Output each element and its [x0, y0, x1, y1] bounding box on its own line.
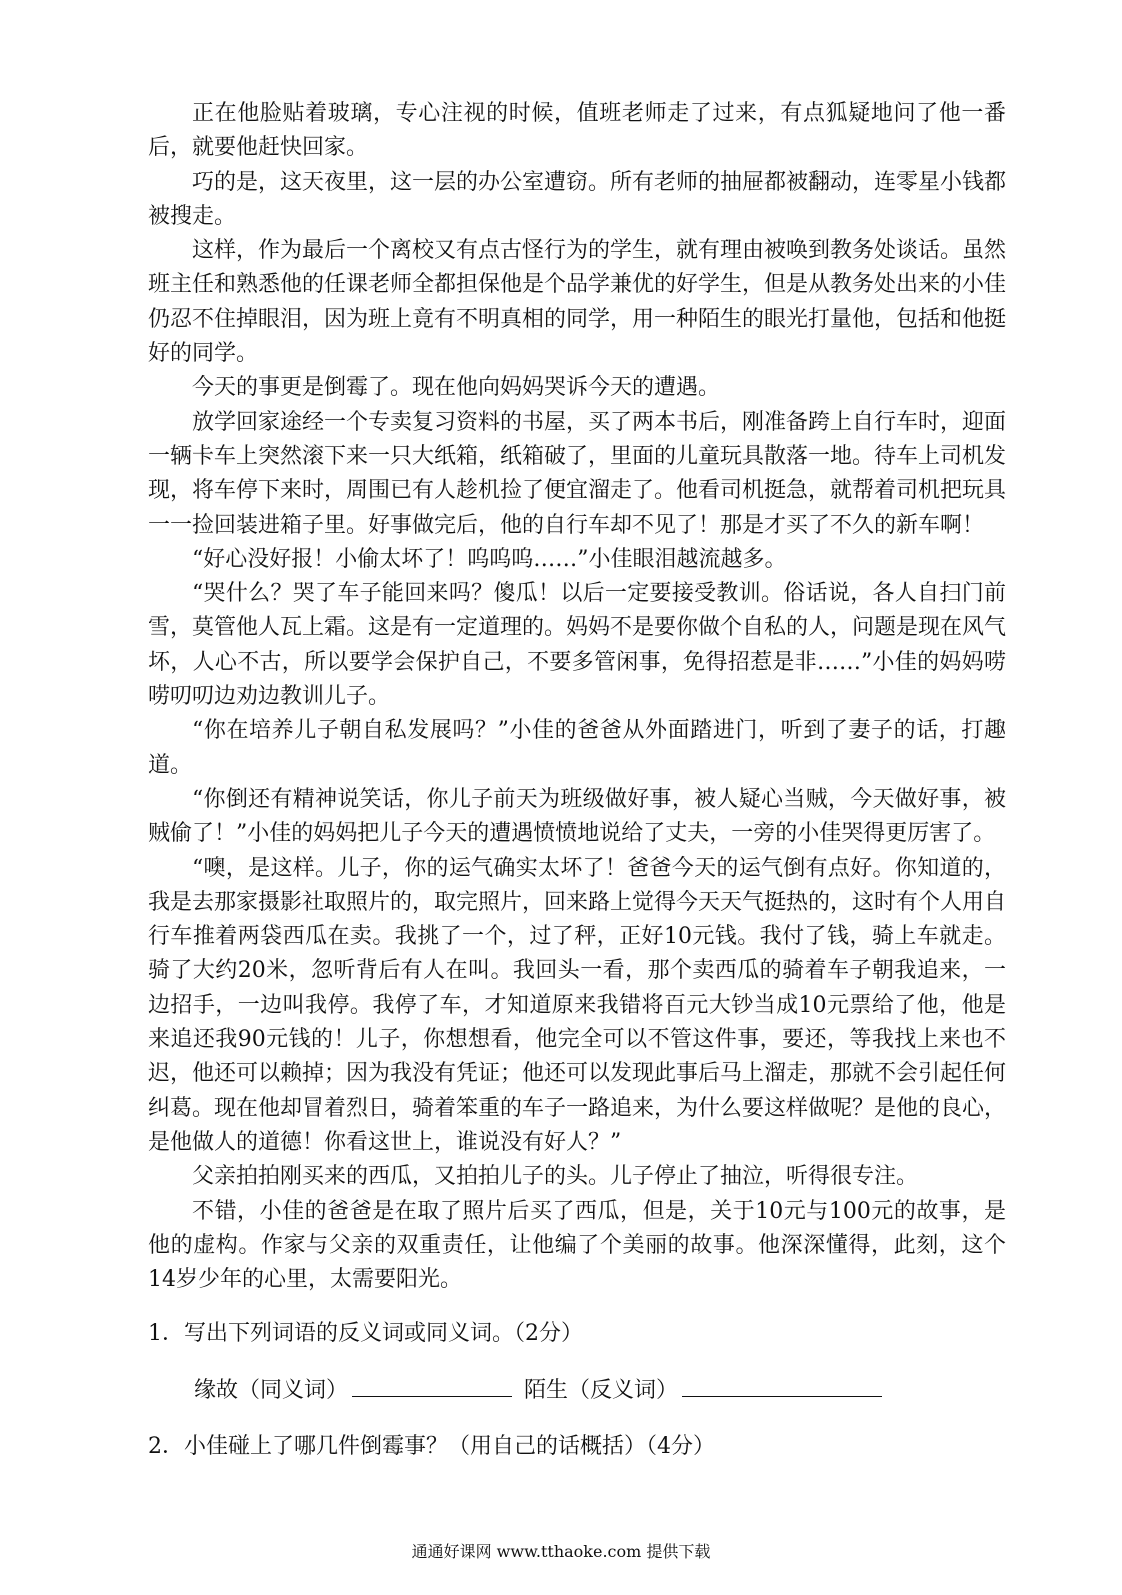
- paragraph: “你倒还有精神说笑话，你儿子前天为班级做好事，被人疑心当贼，今天做好事，被贼偷了！”小佳的妈妈把儿子今天的遭遇愤愤地说给了丈夫，一旁的小佳哭得更厉害了。: [148, 786, 1006, 847]
- question-2-prompt: 2．小佳碰上了哪几件倒霉事？（用自己的话概括）（4分）: [148, 1434, 715, 1459]
- paragraph: 今天的事更是倒霉了。现在他向妈妈哭诉今天的遭遇。: [192, 375, 721, 401]
- page-footer: 通通好课网 www.tthaoke.com 提供下载: [411, 1542, 711, 1561]
- synonym-answer-blank[interactable]: [352, 1372, 512, 1397]
- paragraph: “你在培养儿子朝自私发展吗？”小佳的爸爸从外面踏进门，听到了妻子的话，打趣道。: [148, 718, 1006, 778]
- antonym-answer-blank[interactable]: [682, 1372, 882, 1397]
- story-text: [148, 97, 1006, 1297]
- paragraph: “好心没好报！小偷太坏了！呜呜呜……”小佳眼泪越流越多。: [192, 546, 787, 572]
- paragraph: 放学回家途经一个专卖复习资料的书屋，买了两本书后，刚准备跨上自行车时，迎面一辆卡车上突然滚下来一只大纸箱，纸箱破了，里面的儿童玩具散落一地。待车上司机发现，将车停下来时，周围已有人趁机捡了便宜溜走了。他看司机挺急，就帮着司机把玩具一一捡回装进箱子里。好事做完后，他的自行车却不见了！那是才买了不久的新车啊！: [148, 409, 1007, 538]
- question-1-answer-row: [194, 1372, 882, 1408]
- paragraph: 父亲拍拍刚买来的西瓜，又拍拍儿子的头。儿子停止了抽泣，听得很专注。: [192, 1164, 919, 1190]
- paragraph: 正在他脸贴着玻璃，专心注视的时候，值班老师走了过来，有点狐疑地问了他一番后，就要他赶快回家。: [148, 101, 1006, 161]
- paragraph: “噢，是这样。儿子，你的运气确实太坏了！爸爸今天的运气倒有点好。你知道的，我是去那家摄影社取照片的，取完照片，回来路上觉得今天天气挺热的，这时有个人用自行车推着两袋西瓜在卖。我挑了一个，过了秤，正好10元钱。我付了钱，骑上车就走。骑了大约20米，忽听背后有人在叫。我回头一看，那个卖西瓜的骑着车子朝我追来，一边招手，一边叫我停。我停了车，才知道原来我错将百元大钞当成10元票给了他，他是来追还我90元钱的！儿子，你想想看，他完全可以不管这件事，要还，等我找上来也不迟，他还可以赖掉；因为我没有凭证；他还可以发现此事后马上溜走，那就不会引起任何纠葛。现在他却冒着烈日，骑着笨重的车子一路追来，为什么要这样做呢？是他的良心，是他做人的道德！你看这世上，谁说没有好人？”: [148, 855, 1007, 1155]
- antonym-item-label: 陌生（反义词）: [524, 1378, 679, 1403]
- paragraph: “哭什么？哭了车子能回来吗？傻瓜！以后一定要接受教训。俗话说，各人自扫门前雪，莫管他人瓦上霜。这是有一定道理的。妈妈不是要你做个自私的人，问题是现在风气坏，人心不古，所以要学会保护自己，不要多管闲事，免得招惹是非……”小佳的妈妈唠唠叨叨边劝边教训儿子。: [148, 581, 1007, 710]
- question-1-prompt: 1．写出下列词语的反义词或同义词。（2分）: [148, 1321, 583, 1346]
- paragraph: 这样，作为最后一个离校又有点古怪行为的学生，就有理由被唤到教务处谈话。虽然班主任和熟悉他的任课老师全都担保他是个品学兼优的好学生，但是从教务处出来的小佳仍忍不住掉眼泪，因为班上竟有不明真相的同学，用一种陌生的眼光打量他，包括和他挺好的同学。: [148, 238, 1007, 367]
- paragraph: 不错，小佳的爸爸是在取了照片后买了西瓜，但是，关于10元与100元的故事，是他的虚构。作家与父亲的双重责任，让他编了个美丽的故事。他深深懂得，此刻，这个14岁少年的心里，太需要阳光。: [148, 1198, 1006, 1293]
- paragraph: 巧的是，这天夜里，这一层的办公室遭窃。所有老师的抽屉都被翻动，连零星小钱都被搜走。: [148, 169, 1007, 229]
- synonym-item-label: 缘故（同义词）: [194, 1378, 349, 1403]
